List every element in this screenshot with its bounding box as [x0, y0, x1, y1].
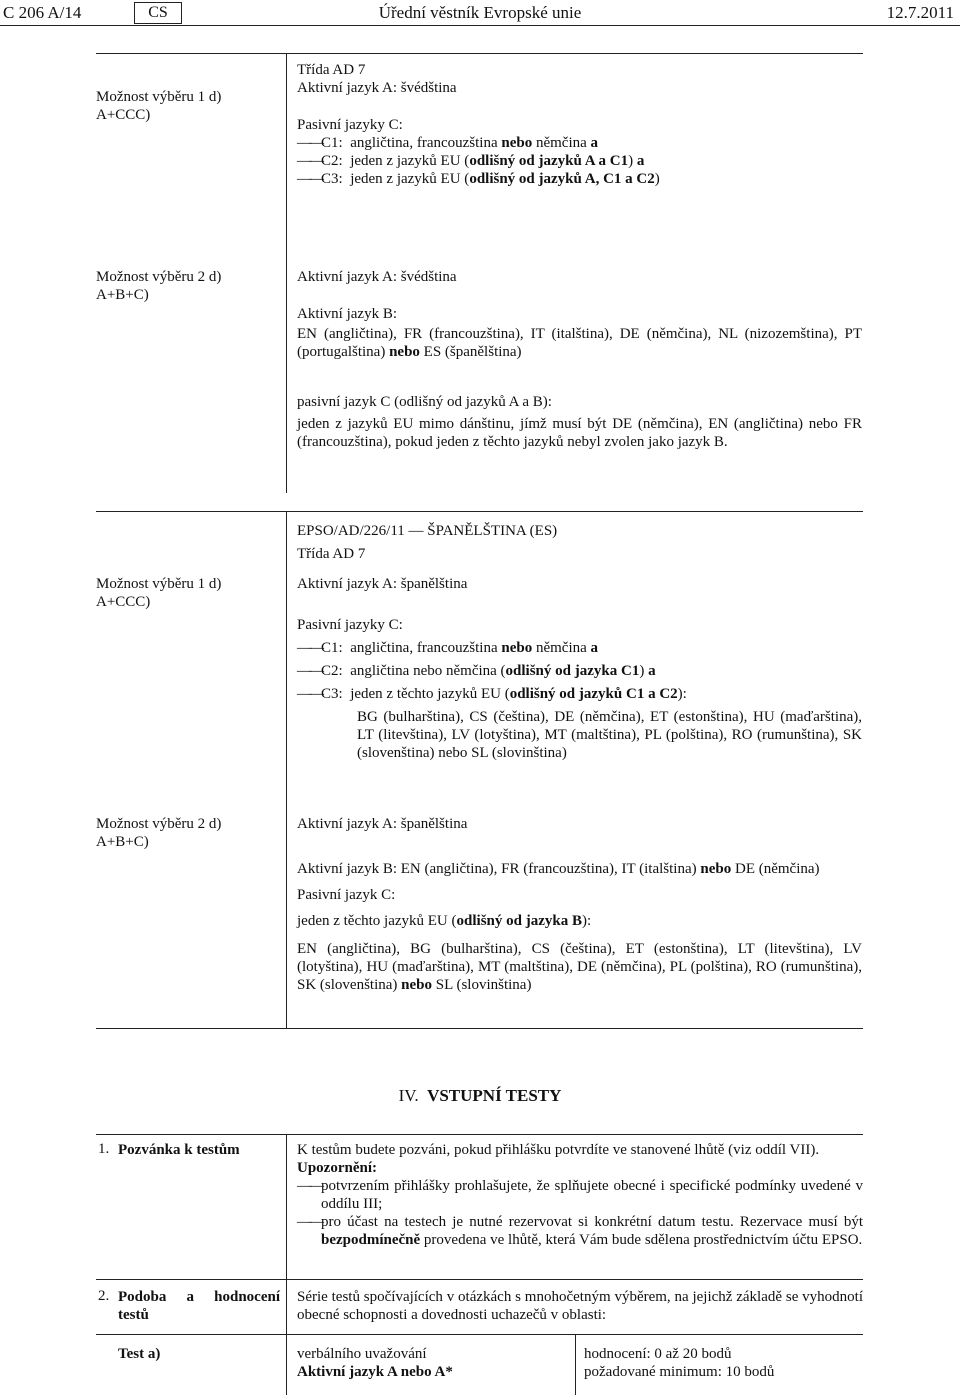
table-divider	[575, 1334, 576, 1395]
table-rule	[96, 1134, 863, 1135]
option-label: Možnost výběru 1 d) A+CCC)	[96, 576, 222, 610]
passive-heading: Pasivní jazyk C:	[297, 887, 396, 903]
passive-c3: —— C3: jeden z jazyků EU (odlišný od jazyků A, C1 a C2)	[297, 170, 862, 188]
b-languages: EN (angličtina), FR (francouzština), IT (italština), DE (němčina), NL (nizozemština), PT (portugalština) nebo ES (španělština)	[297, 326, 862, 360]
active-language-a: Aktivní jazyk A: španělština	[297, 816, 468, 832]
passive-text: jeden z jazyků EU mimo dánštinu, jímž musí být DE (němčina), EN (angličtina) nebo FR (francouzština), pokud jeden z těchto jazyků nebyl zvolen jako jazyk B.	[297, 416, 862, 450]
row-content	[297, 1141, 863, 1249]
option-label: Možnost výběru 1 d) A+CCC)	[96, 89, 222, 123]
option-content	[297, 815, 862, 994]
bullet-item: —— potvrzením přihlášky prohlašujete, že splňujete obecné i specifické podmínky uvedené v oddílu III;	[297, 1177, 863, 1213]
table-rule	[96, 1028, 863, 1029]
row-label: Pozvánka k testům	[118, 1142, 240, 1158]
passive-heading: Pasivní jazyky C:	[297, 617, 403, 633]
table-rule	[96, 1334, 863, 1335]
row-content: Série testů spočívajících v otázkách s mnohočetným výběrem, na jejichž základě se vyhodnotí obecné schopnosti a dovednosti uchazečů v oblasti:	[297, 1289, 863, 1323]
option-content	[297, 575, 862, 762]
passive-language-list: EN (angličtina), BG (bulharština), CS (čeština), ET (estonština), LT (litevština), LV (lotyština), HU (maďarština), MT (maltština), DE (němčina), PL (polština), RO (rumunština), SK (slovenština) nebo SL (slovinština)	[297, 941, 862, 993]
section-heading	[0, 1086, 960, 1106]
row-number: 2.	[98, 1288, 110, 1304]
active-b-heading: Aktivní jazyk B:	[297, 306, 397, 322]
row-intro: K testům budete pozváni, pokud přihlášku potvrdíte ve stanovené lhůtě (viz oddíl VII).	[297, 1142, 820, 1158]
passive-heading: Pasivní jazyky C:	[297, 117, 403, 133]
option-label: Možnost výběru 2 d) A+B+C)	[96, 816, 222, 850]
note-heading: Upozornění:	[297, 1160, 377, 1176]
test-skill: verbálního uvažování Aktivní jazyk A nebo A*	[297, 1346, 453, 1380]
table-divider	[286, 511, 287, 1028]
section-number: IV.	[398, 1086, 419, 1105]
c3-language-list: BG (bulharština), CS (čeština), DE (němčina), ET (estonština), HU (maďarština), LT (litevština), LV (lotyština), MT (maltština), PL (polština), RO (rumunština), SK (slovenština) nebo SL (slovinština)	[357, 709, 862, 761]
bullet-item: —— pro účast na testech je nutné rezervovat si konkrétní datum testu. Rezervace musí být bezpodmínečně provedena ve lhůtě, která Vám bude sdělena prostřednictvím účtu EPSO.	[297, 1213, 863, 1249]
class-line: Třída AD 7	[297, 546, 366, 562]
publication-date: 12.7.2011	[886, 3, 954, 22]
passive-c3: —— C3: jeden z těchto jazyků EU (odlišný od jazyků C1 a C2):	[297, 685, 862, 703]
row-label: Test a)	[118, 1346, 161, 1362]
option-content	[297, 61, 862, 188]
table-rule	[96, 53, 863, 54]
passive-c1: —— C1: angličtina, francouzština nebo němčina a	[297, 639, 862, 657]
es-title: EPSO/AD/226/11 — ŠPANĚLŠTINA (ES)	[297, 523, 558, 539]
class-line: Třída AD 7	[297, 62, 366, 78]
table-divider	[286, 53, 287, 493]
journal-title: Úřední věstník Evropské unie	[378, 3, 582, 22]
section-title: VSTUPNÍ TESTY	[427, 1086, 562, 1105]
passive-c2: —— C2: jeden z jazyků EU (odlišný od jazyků A a C1) a	[297, 152, 862, 170]
passive-c1: —— C1: angličtina, francouzština nebo němčina a	[297, 134, 862, 152]
option-content	[297, 268, 862, 451]
active-language-a: Aktivní jazyk A: švédština	[297, 269, 457, 285]
table-divider	[286, 1134, 287, 1395]
table-rule	[96, 1279, 863, 1280]
page-reference: C 206 A/14	[3, 3, 82, 22]
section-heading	[297, 522, 862, 563]
b-languages: Aktivní jazyk B: EN (angličtina), FR (francouzština), IT (italština) nebo DE (němčina)	[297, 861, 820, 877]
row-number: 1.	[98, 1141, 110, 1157]
header-rule	[0, 25, 960, 26]
passive-intro: jeden z těchto jazyků EU (odlišný od jazyka B):	[297, 913, 592, 929]
language-code-box: CS	[134, 2, 182, 24]
active-language-a: Aktivní jazyk A: španělština	[297, 576, 468, 592]
passive-c2: —— C2: angličtina nebo němčina (odlišný od jazyka C1) a	[297, 662, 862, 680]
table-rule	[96, 511, 863, 512]
passive-heading: pasivní jazyk C (odlišný od jazyků A a B):	[297, 394, 552, 410]
row-label: Podoba a hodnocení testů	[118, 1289, 280, 1323]
option-label: Možnost výběru 2 d) A+B+C)	[96, 269, 222, 303]
active-language-a: Aktivní jazyk A: švédština	[297, 80, 457, 96]
test-scoring: hodnocení: 0 až 20 bodů požadované minimum: 10 bodů	[584, 1346, 775, 1380]
